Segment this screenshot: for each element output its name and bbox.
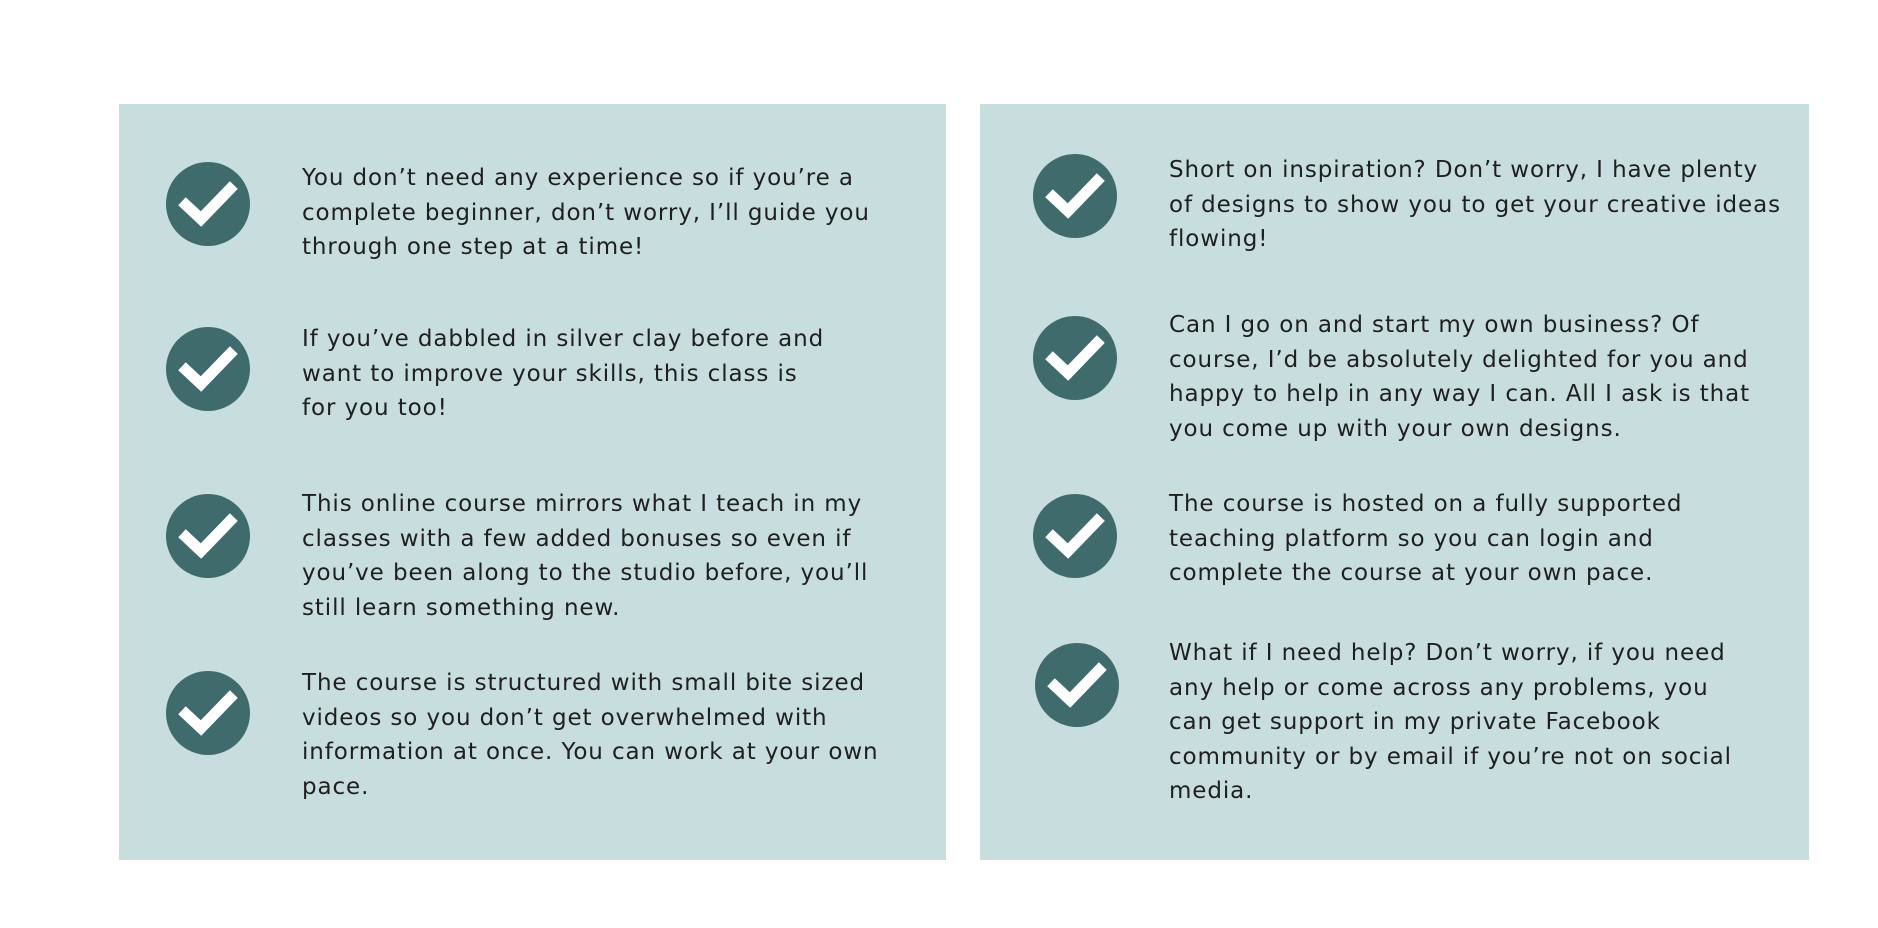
feature-text: Can I go on and start my own business? Of course, I’d be absolutely delighted for you and happy to help in any way I can. All I ask is that you come up with your own designs. bbox=[1169, 312, 1751, 442]
feature-text: If you’ve dabbled in silver clay before and want to improve your skills, this class is for you too! bbox=[302, 326, 825, 422]
feature-text: You don’t need any experience so if you’re a complete beginner, don’t worry, I’ll guide you through one step at a time! bbox=[302, 165, 870, 261]
feature-text: The course is structured with small bite sized videos so you don’t get overwhelmed with information at once. You can work at your own pace. bbox=[302, 670, 879, 800]
check-circle-icon bbox=[1033, 154, 1117, 238]
feature-text: This online course mirrors what I teach in my classes with a few added bonuses so even if you’ve been along to the studio before, you’ll still learn something new. bbox=[302, 491, 869, 621]
feature-text: Short on inspiration? Don’t worry, I have plenty of designs to show you to get your creative ideas flowing! bbox=[1169, 157, 1781, 253]
feature-text: The course is hosted on a fully supported teaching platform so you can login and complete the course at your own pace. bbox=[1169, 491, 1683, 587]
right-feature-panel bbox=[980, 104, 1809, 860]
check-circle-icon bbox=[166, 494, 250, 578]
check-circle-icon bbox=[166, 327, 250, 411]
check-circle-icon bbox=[1035, 643, 1119, 727]
check-circle-icon bbox=[1033, 494, 1117, 578]
check-circle-icon bbox=[1033, 316, 1117, 400]
check-circle-icon bbox=[166, 162, 250, 246]
left-feature-panel bbox=[119, 104, 946, 860]
feature-text: What if I need help? Don’t worry, if you need any help or come across any problems, you can get support in my private Facebook community or by email if you’re not on social media. bbox=[1169, 640, 1732, 805]
check-circle-icon bbox=[166, 671, 250, 755]
